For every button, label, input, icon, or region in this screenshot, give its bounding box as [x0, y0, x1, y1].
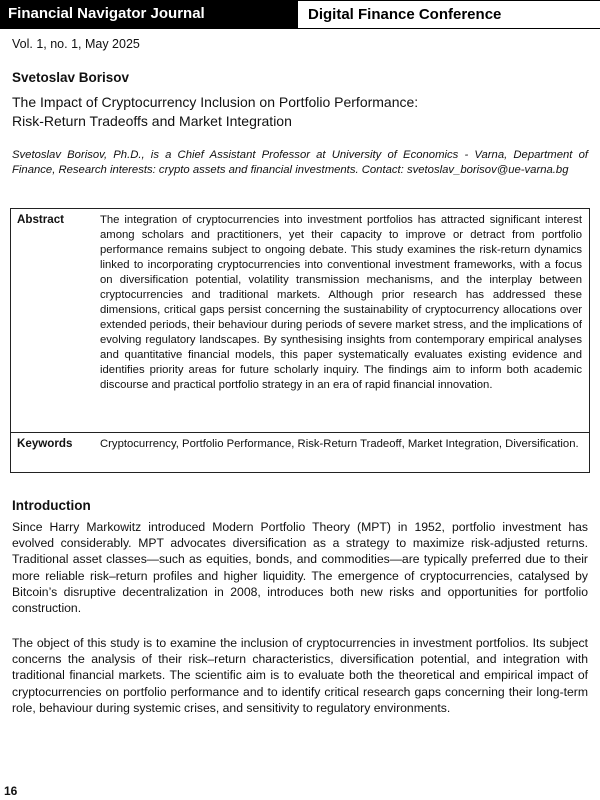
abstract-label: Abstract [17, 213, 65, 226]
keywords-label: Keywords [17, 437, 73, 450]
intro-paragraph-1: Since Harry Markowitz introduced Modern Portfolio Theory (MPT) in 1952, portfolio investment has evolved considerably. MPT advocates diversification as a strategy to maximize risk-adjusted returns. Traditional asset classes—such as equities, bonds, and commodities—are typically preferred due to their more reliable risk–return profiles and higher liquidity. The emergence of cryptocurrencies, catalysed by Bitcoin’s disruptive decentralization in 2008, introduces both new risks and opportunities for portfolio construction. [12, 520, 588, 616]
author-name: Svetoslav Borisov [12, 70, 130, 85]
paper-title [12, 93, 588, 131]
conference-name: Digital Finance Conference [297, 0, 600, 28]
section-heading: Introduction [12, 498, 91, 513]
page-number: 16 [4, 784, 18, 798]
intro-paragraph-2: The object of this study is to examine the inclusion of cryptocurrencies in investment portfolios. Its subject concerns the analysis of their risk–return characteristics, diversification potential, and integration with traditional financial markets. The scientific aim is to evaluate both the theoretical and empirical impact of cryptocurrencies on portfolio performance and to identify critical research gaps concerning their long-term role, behaviour during systemic crises, and sensitivity to regulatory environments. [12, 636, 588, 715]
journal-name: Financial Navigator Journal [0, 0, 297, 28]
title-line-2: Risk-Return Tradeoffs and Market Integration [12, 113, 292, 129]
abstract-text: The integration of cryptocurrencies into investment portfolios has attracted significant interest among scholars and practitioners, yet their capacity to improve or detract from portfolio performance remains subject to ongoing debate. This study examines the risk-return dynamics linked to incorporating cryptocurrencies into conventional investment frameworks, with a focus on diversification potential, volatility transmission mechanisms, and the interplay between cryptocurrencies and traditional markets. Although prior research has addressed these dimensions, critical gaps persist concerning the sustainability of cryptocurrency allocations over extended periods, their behaviour during periods of severe market stress, and the implications of evolving regulatory landscapes. By synthesising insights from contemporary empirical analyses and quantitative financial models, this paper systematically evaluates existing evidence and identifies priority areas for future scholarly inquiry. The findings aim to inform both academic discourse and practical portfolio strategy in an era of rapid financial innovation. [100, 214, 582, 391]
volume-info: Vol. 1, no. 1, May 2025 [12, 37, 140, 51]
page-header [0, 0, 600, 29]
keywords-text: Cryptocurrency, Portfolio Performance, Risk-Return Tradeoff, Market Integration, Diversification. [100, 438, 579, 450]
author-affiliation: Svetoslav Borisov, Ph.D., is a Chief Assistant Professor at University of Economics - Varna, Department of Finance, Research interests: crypto assets and financial investments. Contact: svetoslav_borisov@ue-varna.bg [12, 149, 588, 176]
abstract-box [10, 208, 590, 473]
title-line-1: The Impact of Cryptocurrency Inclusion on Portfolio Performance: [12, 94, 419, 110]
abstract-divider [11, 432, 589, 433]
